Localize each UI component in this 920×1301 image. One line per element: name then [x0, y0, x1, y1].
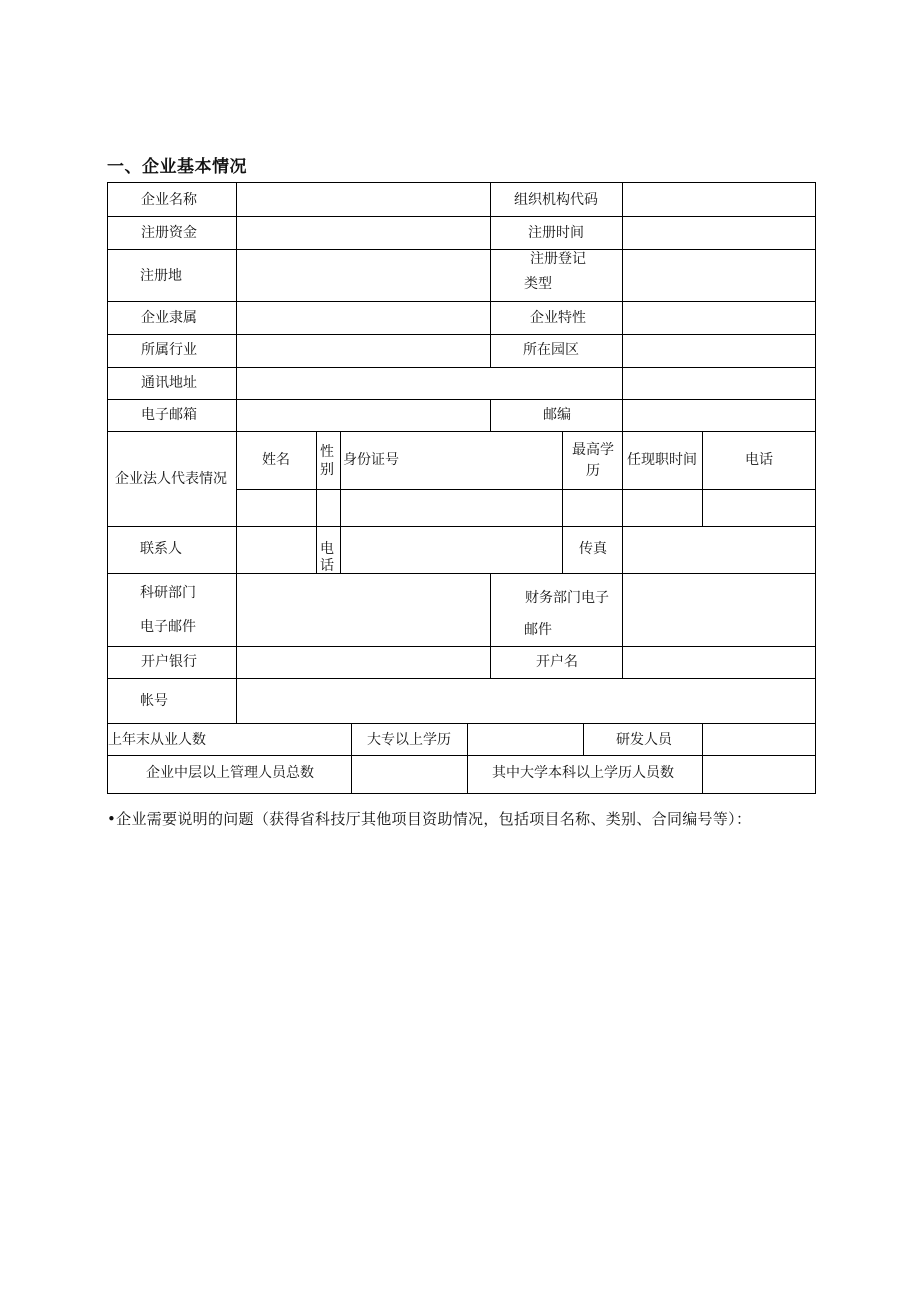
col-header-edu-1: 最高学 [572, 442, 614, 458]
label-bank: 开户银行 [141, 654, 197, 670]
section-heading: 一、企业基本情况 [107, 157, 247, 177]
col-header-gender-2: 别 [320, 462, 334, 478]
label-contact: 联系人 [140, 541, 182, 557]
label-contact-phone-1: 电 [320, 541, 334, 557]
label-reg-capital: 注册资金 [141, 225, 197, 241]
label-college: 大专以上学历 [367, 732, 451, 748]
label-legal-rep: 企业法人代表情况 [115, 471, 227, 487]
label-reg-place: 注册地 [140, 268, 182, 284]
label-account-name: 开户名 [536, 654, 578, 670]
company-info-table [107, 182, 816, 794]
label-managers: 企业中层以上管理人员总数 [146, 765, 314, 781]
label-postcode: 邮编 [543, 407, 571, 423]
label-reg-time: 注册时间 [528, 225, 584, 241]
label-rd-dept-line1: 科研部门 [140, 585, 196, 601]
col-header-name: 姓名 [262, 452, 290, 468]
label-address: 通讯地址 [141, 375, 197, 391]
label-park: 所在园区 [523, 342, 579, 358]
col-header-phone: 电话 [745, 452, 773, 468]
label-contact-phone-2: 话 [320, 558, 334, 574]
label-org-code: 组织机构代码 [514, 192, 598, 208]
label-account-no: 帐号 [140, 693, 168, 709]
col-header-tenure: 任现职时间 [627, 452, 697, 468]
explanation-note: •企业需要说明的问题（获得省科技厅其他项目资助情况，包括项目名称、类别、合同编号等）： [107, 810, 752, 828]
label-company-name: 企业名称 [141, 192, 197, 208]
label-employees: 上年末从业人数 [108, 732, 206, 748]
label-bachelor: 其中大学本科以上学历人员数 [492, 765, 674, 781]
label-rd-dept-line2: 电子邮件 [140, 619, 196, 635]
label-fin-dept-line1: 财务部门电子 [525, 590, 609, 606]
label-reg-type-line1: 注册登记 [530, 251, 586, 267]
col-header-gender-1: 性 [320, 444, 334, 460]
label-fin-dept-line2: 邮件 [524, 622, 552, 638]
label-rd-staff: 研发人员 [616, 732, 672, 748]
col-header-edu-2: 历 [586, 463, 600, 479]
label-fax: 传真 [579, 541, 607, 557]
label-characteristic: 企业特性 [530, 310, 586, 326]
label-affiliation: 企业隶属 [141, 310, 197, 326]
label-email: 电子邮箱 [141, 407, 197, 423]
col-header-id: 身份证号 [343, 452, 399, 468]
label-reg-type-line2: 类型 [524, 276, 552, 292]
label-industry: 所属行业 [141, 342, 197, 358]
